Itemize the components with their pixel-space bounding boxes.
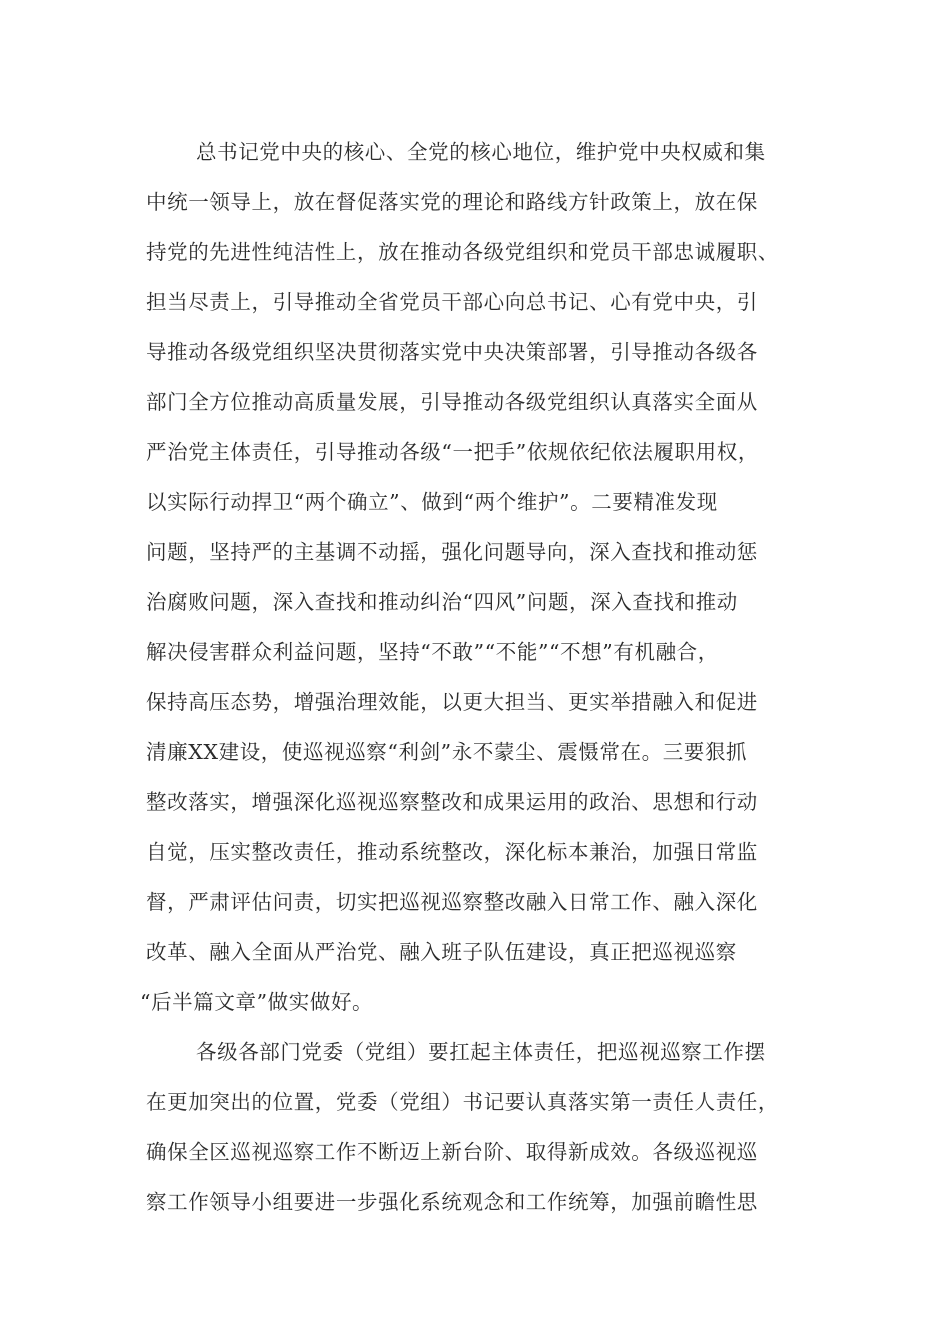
text-line: 持党的先进性纯洁性上，放在推动各级党组织和党员干部忠诚履职、 [146,240,779,264]
text-line: 问题，坚持严的主基调不动摇，强化问题导向，深入查找和推动惩 [146,540,758,564]
text-line: 部门全方位推动高质量发展，引导推动各级党组织认真落实全面从 [146,390,758,414]
text-line: 解决侵害群众利益问题，坚持“不敢”“不能”“不想”有机融合， [146,640,719,664]
text-line: 总书记党中央的核心、全党的核心地位，维护党中央权威和集 [196,140,766,164]
text-line: 在更加突出的位置，党委（党组）书记要认真落实第一责任人责任， [146,1090,779,1114]
text-line: 改革、融入全面从严治党、融入班子队伍建设，真正把巡视巡察 [146,940,737,964]
text-line: 整改落实，增强深化巡视巡察整改和成果运用的政治、思想和行动 [146,790,758,814]
text-line: 以实际行动捍卫“两个确立”、做到“两个维护”。二要精准发现 [146,490,718,514]
text-line: 严治党主体责任，引导推动各级“一把手”依规依纪依法履职用权， [146,440,759,464]
text-line: 治腐败问题，深入查找和推动纠治“四风”问题，深入查找和推动 [146,590,738,614]
text-line: 导推动各级党组织坚决贯彻落实党中央决策部署，引导推动各级各 [146,340,758,364]
text-line: 自觉，压实整改责任，推动系统整改，深化标本兼治，加强日常监 [146,840,758,864]
text-line: 察工作领导小组要进一步强化系统观念和工作统筹，加强前瞻性思 [146,1190,758,1214]
text-line: 督，严肃评估问责，切实把巡视巡察整改融入日常工作、融入深化 [146,890,758,914]
text-line: 确保全区巡视巡察工作不断迈上新台阶、取得新成效。各级巡视巡 [146,1140,758,1164]
text-line: 担当尽责上，引导推动全省党员干部心向总书记、心有党中央，引 [146,290,758,314]
text-line: 清廉XX建设，使巡视巡察“利剑”永不蒙尘、震慑常在。三要狠抓 [146,740,748,764]
text-line: 各级各部门党委（党组）要扛起主体责任，把巡视巡察工作摆 [196,1040,766,1064]
text-line: 保持高压态势，增强治理效能，以更大担当、更实举措融入和促进 [146,690,758,714]
text-line: “后半篇文章”做实做好。 [140,990,374,1014]
text-line: 中统一领导上，放在督促落实党的理论和路线方针政策上，放在保 [146,190,758,214]
